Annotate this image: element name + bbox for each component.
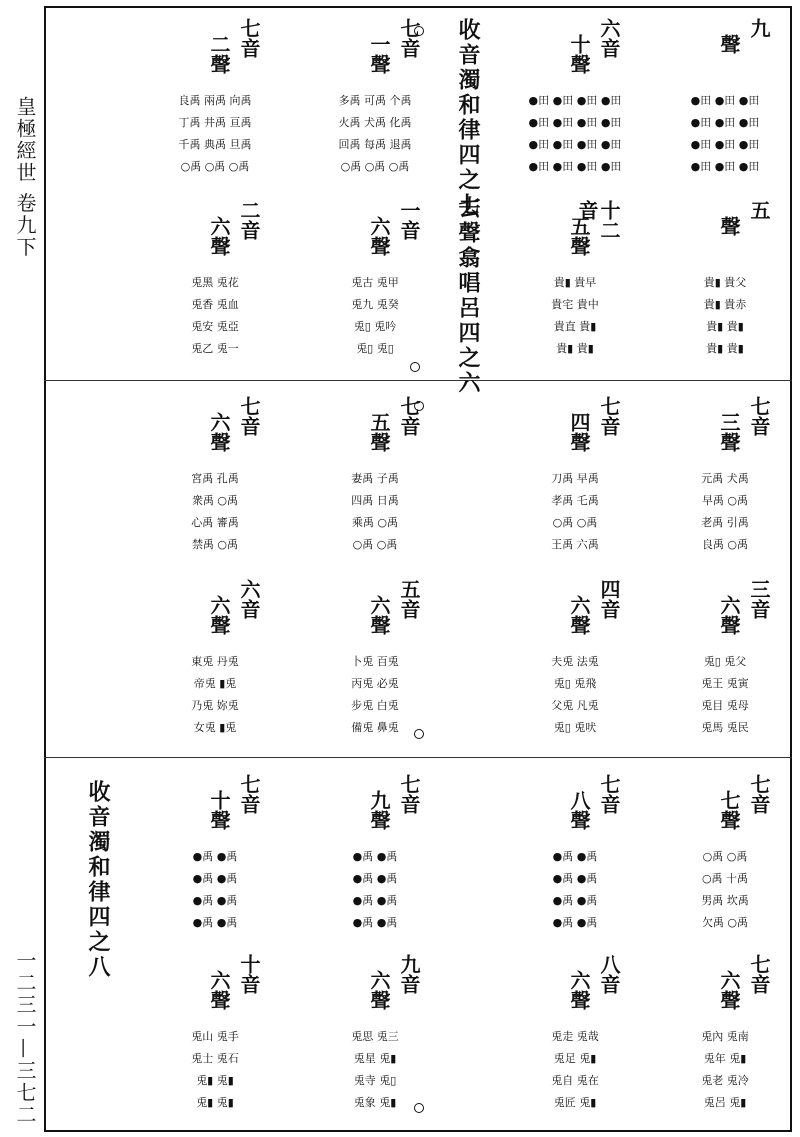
cell-title-b: 六聲 — [207, 412, 231, 452]
list-item: ●田 ●田 ●田 ●田 — [528, 138, 622, 151]
column-header-2: 去聲翕唱呂四之六 — [455, 196, 481, 396]
list-item: ○禹 ○禹 ○禹 — [180, 160, 250, 173]
list-item: 兎星 兎▮ — [353, 1052, 397, 1065]
list-item: ●禹 ●禹 — [552, 916, 598, 929]
cell-title-b: 五聲 — [567, 216, 591, 256]
cell-title-a: 七音 — [747, 954, 771, 994]
cell-title — [140, 575, 290, 637]
list-item: 乃兎 妳兎 — [191, 699, 239, 712]
list-item: 兎象 兎▮ — [353, 1096, 397, 1109]
list-item: 兎黑 兎花 — [191, 276, 239, 289]
list-item: 衆禹 ○禹 — [191, 494, 239, 507]
cell-title-a: 四音 — [597, 579, 621, 619]
table-cell — [140, 14, 290, 184]
list-item: ●禹 ●禹 — [192, 916, 238, 929]
list-item: 元禹 犬禹 — [701, 472, 749, 485]
cell-title-b: 十聲 — [567, 34, 591, 74]
cell-title-a: 六音 — [237, 579, 261, 619]
list-item: 步兎 白兎 — [351, 699, 399, 712]
table-cell — [650, 575, 800, 745]
list-item: 心禹 審禹 — [191, 516, 239, 529]
list-item: ●田 ●田 ●田 ●田 — [528, 116, 622, 129]
cell-title-a: 七音 — [747, 396, 771, 436]
table-cell — [300, 196, 450, 366]
cell-title-a: 九 — [747, 18, 771, 38]
list-item: 兎安 兎亞 — [191, 320, 239, 333]
list-item: ●田 ●田 ●田 — [690, 160, 760, 173]
cell-rows — [300, 1026, 450, 1114]
cell-title-b: 四聲 — [567, 412, 591, 452]
cell-title — [140, 392, 290, 454]
cell-title — [650, 392, 800, 454]
cell-title — [500, 770, 650, 832]
table-cell — [500, 575, 650, 745]
list-item: ●禹 ●禹 — [192, 850, 238, 863]
cell-rows — [650, 846, 800, 934]
cell-title-a: 十二音 — [575, 200, 621, 240]
column-header-3: 收音濁和律四之八 — [85, 780, 111, 980]
list-item: 兎老 兎冷 — [701, 1074, 749, 1087]
cell-title-a: 七音 — [237, 18, 261, 58]
list-item: 良禹 ○禹 — [701, 538, 749, 551]
list-item: ●禹 ●禹 — [192, 872, 238, 885]
cell-title-b: 六聲 — [207, 216, 231, 256]
cell-title-b: 一聲 — [367, 34, 391, 74]
table-cell — [500, 392, 650, 562]
cell-title — [300, 392, 450, 454]
list-item: 刀禹 早禹 — [551, 472, 599, 485]
cell-title-b: 六聲 — [367, 970, 391, 1010]
cell-rows — [500, 1026, 650, 1114]
cell-title-a: 七音 — [237, 396, 261, 436]
table-cell — [650, 392, 800, 562]
cell-title-b: 聲 — [717, 216, 741, 236]
list-item: ●禹 ●禹 — [552, 872, 598, 885]
cell-title — [140, 14, 290, 76]
cell-title-b: 三聲 — [717, 412, 741, 452]
cell-title-a: 七音 — [397, 774, 421, 814]
table-cell — [500, 950, 650, 1120]
list-item: ●禹 ●禹 — [192, 894, 238, 907]
list-item: 王禹 六禹 — [551, 538, 599, 551]
cell-title-b: 六聲 — [567, 970, 591, 1010]
table-cell — [300, 392, 450, 562]
cell-rows — [650, 1026, 800, 1114]
list-item: 夫兎 法兎 — [551, 655, 599, 668]
cell-title-a: 一音 — [397, 200, 421, 240]
list-item: ●禹 ●禹 — [552, 850, 598, 863]
list-item: ●田 ●田 ●田 — [690, 138, 760, 151]
cell-title-a: 七音 — [397, 18, 421, 58]
cell-title-b: 六聲 — [207, 970, 231, 1010]
list-item: 丁禹 井禹 亘禹 — [178, 116, 252, 129]
cell-title — [300, 575, 450, 637]
list-item: ○禹 ○禹 — [702, 850, 748, 863]
cell-title-a: 二音 — [237, 200, 261, 240]
cell-title-a: 三音 — [747, 579, 771, 619]
list-item: 兎年 兎▮ — [703, 1052, 747, 1065]
list-item: 兎足 兎▮ — [553, 1052, 597, 1065]
list-item: 貴▮ 貴赤 — [703, 298, 747, 311]
cell-rows — [650, 651, 800, 739]
cell-title-b: 十聲 — [207, 790, 231, 830]
list-item: 兎士 兎石 — [191, 1052, 239, 1065]
cell-title-b: 五聲 — [367, 412, 391, 452]
list-item: 兎乙 兎一 — [191, 342, 239, 355]
cell-rows — [500, 846, 650, 934]
list-item: 東兎 丹兎 — [191, 655, 239, 668]
list-item: 兎▯ 兎▯ — [356, 342, 394, 355]
list-item: 兎▯ 兎吟 — [353, 320, 397, 333]
table-cell — [140, 392, 290, 562]
list-item: 孝禹 乇禹 — [551, 494, 599, 507]
list-item: 兎目 兎母 — [701, 699, 749, 712]
cell-title-b: 二聲 — [207, 34, 231, 74]
section-divider — [44, 757, 792, 758]
list-item: 兎寺 兎▯ — [353, 1074, 397, 1087]
list-item: 兎走 兎哉 — [551, 1030, 599, 1043]
cell-title — [500, 196, 650, 258]
cell-title-a: 七音 — [237, 774, 261, 814]
table-cell — [300, 575, 450, 745]
cell-title — [140, 770, 290, 832]
list-item: 兎▮ 兎▮ — [196, 1074, 234, 1087]
list-item: 女兎 ▮兎 — [193, 721, 237, 734]
table-cell — [650, 950, 800, 1120]
cell-rows — [500, 468, 650, 556]
list-item: 兎王 兎寅 — [701, 677, 749, 690]
cell-title — [650, 575, 800, 637]
cell-rows — [500, 90, 650, 178]
table-cell — [140, 196, 290, 366]
cell-title-a: 九音 — [397, 954, 421, 994]
cell-title-b: 九聲 — [367, 790, 391, 830]
cell-title-a: 五 — [747, 200, 771, 220]
cell-title — [650, 196, 800, 258]
list-item: 丙兎 必兎 — [351, 677, 399, 690]
cell-title — [140, 950, 290, 1012]
list-item: 備兎 鼻兎 — [351, 721, 399, 734]
cell-rows — [500, 651, 650, 739]
table-cell — [500, 770, 650, 940]
cell-rows — [650, 90, 800, 178]
cell-title — [650, 950, 800, 1012]
cell-rows — [300, 272, 450, 360]
list-item: 貴▮ 貴▮ — [706, 342, 744, 355]
cell-title-b: 六聲 — [717, 595, 741, 635]
list-item: ●田 ●田 ●田 — [690, 116, 760, 129]
cell-title-a: 十音 — [237, 954, 261, 994]
cell-title — [500, 950, 650, 1012]
cell-title-a: 七音 — [397, 396, 421, 436]
cell-rows — [140, 468, 290, 556]
cell-title — [650, 770, 800, 832]
list-item: 兎匠 兎▮ — [553, 1096, 597, 1109]
list-item: ○禹 十禹 — [701, 872, 749, 885]
list-item: 兎九 兎癸 — [351, 298, 399, 311]
cell-title — [300, 14, 450, 76]
list-item: 兎思 兎三 — [351, 1030, 399, 1043]
table-cell — [650, 770, 800, 940]
cell-rows — [650, 272, 800, 360]
cell-rows — [300, 651, 450, 739]
list-item: 欠禹 ○禹 — [701, 916, 749, 929]
cell-title — [300, 196, 450, 258]
list-item: 男禹 坎禹 — [701, 894, 749, 907]
cell-title-b: 六聲 — [207, 595, 231, 635]
cell-rows — [140, 651, 290, 739]
list-item: 兎▮ 兎▮ — [196, 1096, 234, 1109]
cell-title-b: 六聲 — [567, 595, 591, 635]
cell-title — [500, 575, 650, 637]
table-cell — [300, 14, 450, 184]
list-item: 火禹 犬禹 化禹 — [338, 116, 412, 129]
list-item: 貴▮ 貴早 — [553, 276, 597, 289]
list-item: ●田 ●田 ●田 — [690, 94, 760, 107]
cell-title — [300, 770, 450, 832]
list-item: 貴▮ 貴▮ — [706, 320, 744, 333]
list-item: ●田 ●田 ●田 ●田 — [528, 94, 622, 107]
cell-title-b: 八聲 — [567, 790, 591, 830]
cell-title-b: 聲 — [717, 34, 741, 54]
list-item: 貴▮ 貴父 — [703, 276, 747, 289]
cell-title-a: 七音 — [597, 774, 621, 814]
list-item: ●禹 ●禹 — [352, 916, 398, 929]
table-cell — [140, 770, 290, 940]
list-item: 兎▯ 兎飛 — [553, 677, 597, 690]
cell-rows — [500, 272, 650, 360]
cell-title — [500, 14, 650, 76]
list-item: 四禹 日禹 — [351, 494, 399, 507]
table-cell — [300, 770, 450, 940]
list-item: ●禹 ●禹 — [352, 850, 398, 863]
cell-rows — [140, 272, 290, 360]
cell-title-b: 六聲 — [367, 595, 391, 635]
list-item: ●禹 ●禹 — [552, 894, 598, 907]
cell-rows — [140, 1026, 290, 1114]
table-cell — [300, 950, 450, 1120]
cell-title-a: 六音 — [597, 18, 621, 58]
list-item: 老禹 引禹 — [701, 516, 749, 529]
list-item: 乘禹 ○禹 — [351, 516, 399, 529]
cell-title — [500, 392, 650, 454]
list-item: ●禹 ●禹 — [352, 872, 398, 885]
cell-title-a: 七音 — [597, 396, 621, 436]
cell-title — [300, 950, 450, 1012]
list-item: 兎內 兎南 — [701, 1030, 749, 1043]
list-item: 兎香 兎血 — [191, 298, 239, 311]
cell-rows — [650, 468, 800, 556]
margin-page-number: 一二三一—三七二 — [13, 950, 37, 1126]
list-item: 帝兎 ▮兎 — [193, 677, 237, 690]
list-item: 兎自 兎在 — [551, 1074, 599, 1087]
list-item: 良禹 兩禹 向禹 — [178, 94, 252, 107]
list-item: 卜兎 百兎 — [351, 655, 399, 668]
list-item: 兎古 兎甲 — [351, 276, 399, 289]
list-item: 多禹 可禹 个禹 — [338, 94, 412, 107]
list-item: 宮禹 孔禹 — [191, 472, 239, 485]
table-cell — [140, 950, 290, 1120]
margin-title: 皇極經世 卷九下 — [13, 96, 37, 259]
cell-title — [650, 14, 800, 76]
list-item: 回禹 每禹 退禹 — [338, 138, 412, 151]
cell-title-b: 六聲 — [367, 216, 391, 256]
list-item: ○禹 ○禹 — [352, 538, 398, 551]
cell-title-a: 八音 — [597, 954, 621, 994]
cell-rows — [140, 90, 290, 178]
list-item: 兎呂 兎▮ — [703, 1096, 747, 1109]
column-header-1: 收音濁和律四之七 — [455, 18, 481, 218]
list-item: 貴直 貴▮ — [553, 320, 597, 333]
list-item: 早禹 ○禹 — [701, 494, 749, 507]
cell-rows — [300, 468, 450, 556]
list-item: 父兎 凡兎 — [551, 699, 599, 712]
table-cell — [650, 14, 800, 184]
list-item: 兎▯ 兎吠 — [553, 721, 597, 734]
list-item: ○禹 ○禹 ○禹 — [340, 160, 410, 173]
cell-title-b: 七聲 — [717, 790, 741, 830]
list-item: 貴宅 貴中 — [551, 298, 599, 311]
cell-title-b: 六聲 — [717, 970, 741, 1010]
cell-title-a: 五音 — [397, 579, 421, 619]
list-item: ○禹 ○禹 — [552, 516, 598, 529]
list-item: 兎▯ 兎父 — [703, 655, 747, 668]
cell-rows — [140, 846, 290, 934]
list-item: 兎馬 兎民 — [701, 721, 749, 734]
list-item: 千禹 典禹 旦禹 — [178, 138, 252, 151]
cell-title-a: 七音 — [747, 774, 771, 814]
section-divider — [44, 380, 792, 381]
cell-title — [140, 196, 290, 258]
table-cell — [500, 196, 650, 366]
list-item: 禁禹 ○禹 — [191, 538, 239, 551]
cell-rows — [300, 846, 450, 934]
table-cell — [500, 14, 650, 184]
list-item: 貴▮ 貴▮ — [556, 342, 594, 355]
list-item: ●田 ●田 ●田 ●田 — [528, 160, 622, 173]
table-cell — [140, 575, 290, 745]
list-item: 妻禹 子禹 — [351, 472, 399, 485]
list-item: 兎山 兎手 — [191, 1030, 239, 1043]
list-item: ●禹 ●禹 — [352, 894, 398, 907]
cell-rows — [300, 90, 450, 178]
table-cell — [650, 196, 800, 366]
